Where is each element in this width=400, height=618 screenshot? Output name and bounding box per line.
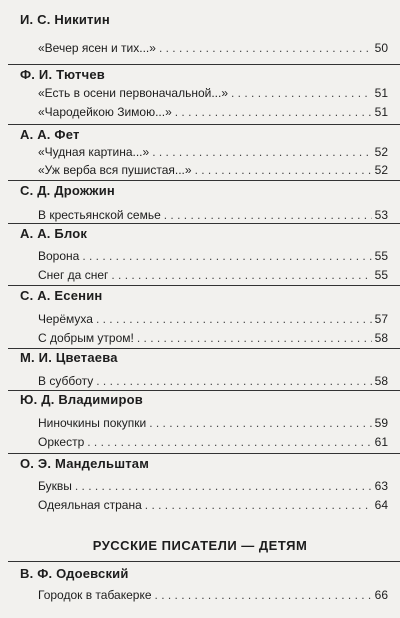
author-odoevsky: В. Ф. Одоевский (20, 566, 129, 581)
section-divider (8, 124, 400, 125)
section-divider (8, 348, 400, 349)
entry-page: 58 (374, 374, 388, 388)
dot-leader (75, 479, 372, 493)
dot-leader (164, 208, 372, 222)
dot-leader (231, 86, 372, 100)
dot-leader (96, 312, 372, 326)
entry-page: 57 (374, 312, 388, 326)
toc-entry (38, 588, 388, 602)
toc-entry (38, 163, 388, 177)
entry-title: Одеяльная страна (38, 498, 142, 512)
entry-page: 51 (374, 86, 388, 100)
section-divider (8, 223, 400, 224)
entry-title: «Чародейкою Зимою...» (38, 105, 172, 119)
dot-leader (152, 145, 371, 159)
toc-entry (38, 41, 388, 55)
section-divider (8, 561, 400, 562)
author-mandelstam: О. Э. Мандельштам (20, 456, 150, 471)
entry-page: 63 (374, 479, 388, 493)
author-drozhzhin: С. Д. Дрожжин (20, 183, 115, 198)
toc-entry (38, 145, 388, 159)
section-divider (8, 453, 400, 454)
entry-page: 55 (374, 268, 388, 282)
toc-entry (38, 208, 388, 222)
entry-page: 50 (374, 41, 388, 55)
entry-title: Буквы (38, 479, 72, 493)
entry-title: С добрым утром! (38, 331, 134, 345)
entry-page: 52 (374, 145, 388, 159)
entry-page: 53 (374, 208, 388, 222)
section-divider (8, 390, 400, 391)
toc-entry (38, 249, 388, 263)
entry-title: Оркестр (38, 435, 85, 449)
author-tyutchev: Ф. И. Тютчев (20, 67, 105, 82)
entry-page: 51 (374, 105, 388, 119)
author-fet: А. А. Фет (20, 127, 80, 142)
dot-leader (155, 588, 372, 602)
entry-title: Черёмуха (38, 312, 93, 326)
author-tsvetaeva: М. И. Цветаева (20, 350, 118, 365)
dot-leader (175, 105, 372, 119)
entry-page: 52 (374, 163, 388, 177)
dot-leader (149, 416, 371, 430)
toc-entry (38, 374, 388, 388)
section-divider (8, 180, 400, 181)
entry-page: 55 (374, 249, 388, 263)
entry-page: 58 (374, 331, 388, 345)
entry-title: Городок в табакерке (38, 588, 152, 602)
entry-title: «Уж верба вся пушистая...» (38, 163, 192, 177)
section-divider (8, 64, 400, 65)
author-nikitin: И. С. Никитин (20, 12, 110, 27)
entry-title: В субботу (38, 374, 94, 388)
entry-title: В крестьянской семье (38, 208, 161, 222)
toc-entry (38, 435, 388, 449)
author-yesenin: С. А. Есенин (20, 288, 103, 303)
toc-entry (38, 416, 388, 430)
entry-title: Ниночкины покупки (38, 416, 147, 430)
entry-page: 59 (374, 416, 388, 430)
toc-entry (38, 498, 388, 512)
section-heading: РУССКИЕ ПИСАТЕЛИ — ДЕТЯМ (92, 538, 308, 553)
toc-entry (38, 312, 388, 326)
author-vladimirov: Ю. Д. Владимиров (20, 392, 143, 407)
dot-leader (159, 41, 372, 55)
section-divider (8, 285, 400, 286)
dot-leader (195, 163, 372, 177)
toc-entry (38, 331, 388, 345)
entry-page: 64 (374, 498, 388, 512)
toc-entry (38, 105, 388, 119)
author-blok: А. А. Блок (20, 226, 88, 241)
toc-entry (38, 268, 388, 282)
dot-leader (111, 268, 371, 282)
dot-leader (96, 374, 371, 388)
entry-title: «Вечер ясен и тих...» (38, 41, 156, 55)
entry-page: 66 (374, 588, 388, 602)
dot-leader (87, 435, 371, 449)
dot-leader (137, 331, 372, 345)
dot-leader (82, 249, 371, 263)
dot-leader (145, 498, 372, 512)
toc-entry (38, 86, 388, 100)
entry-title: «Чудная картина...» (38, 145, 150, 159)
entry-title: Ворона (38, 249, 80, 263)
entry-title: Снег да снег (38, 268, 109, 282)
entry-page: 61 (374, 435, 388, 449)
toc-entry (38, 479, 388, 493)
entry-title: «Есть в осени первоначальной...» (38, 86, 229, 100)
